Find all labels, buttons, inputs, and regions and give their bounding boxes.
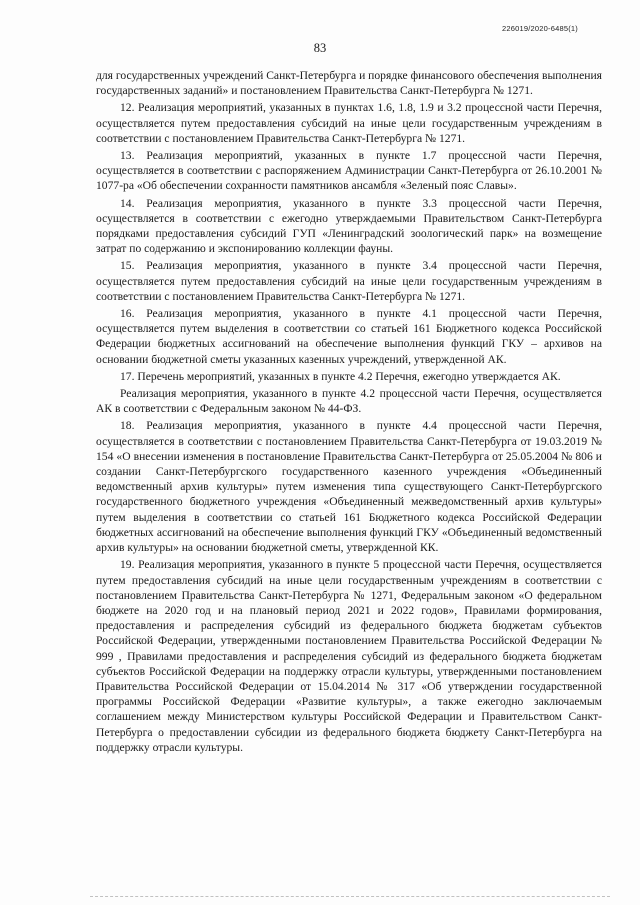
page-number: 83 [313, 41, 327, 55]
paragraph-13: 13. Реализация мероприятий, указанных в пункте 1.7 процессной части Перечня, осуществляется в соответствии с распоряжением Администрации Санкт-Петербурга от 26.10.2001 № 1077-ра «Об обеспечении сохранности памятников ансамбля «Зеленый пояс Славы». [96, 149, 602, 193]
paragraph-continuation: для государственных учреждений Санкт-Петербурга и порядке финансового обеспечения выполнения государственных заданий» и постановлением Правительства Санкт-Петербурга № 1271. [96, 69, 602, 98]
document-id: 226019/2020-6485(1) [502, 24, 578, 33]
paragraph-12: 12. Реализация мероприятий, указанных в пунктах 1.6, 1.8, 1.9 и 3.2 процессной части Перечня, осуществляется путем предоставления субсидий на иные цели государственным учреждениям в соответствии с постановлением Правительства Санкт-Петербурга № 1271. [96, 101, 602, 145]
paragraph-17: 17. Перечень мероприятий, указанных в пункте 4.2 Перечня, ежегодно утверждается АК. [120, 369, 561, 383]
scan-edge-artifact [90, 896, 610, 899]
paragraph-17-implementation: Реализация мероприятия, указанного в пункте 4.2 процессной части Перечня, осуществляется АК в соответствии с Федеральным законом № 44-ФЗ. [96, 387, 602, 416]
paragraph-14: 14. Реализация мероприятия, указанного в пункте 3.3 процессной части Перечня, осуществляется в соответствии с ежегодно утверждаемыми Правительством Санкт-Петербурга порядками предоставления субсидий ГУП «Ленинградский зоологический парк» на возмещение затрат по содержанию и экспонированию коллекции фауны. [96, 196, 602, 256]
paragraph-15: 15. Реализация мероприятия, указанного в пункте 3.4 процессной части Перечня, осуществляется путем предоставления субсидий на иные цели государственным учреждениям в соответствии с постановлением Правительства Санкт-Петербурга № 1271. [96, 259, 602, 303]
paragraph-19: 19. Реализация мероприятия, указанного в пункте 5 процессной части Перечня, осуществляется путем предоставления субсидий на иные цели государственным учреждениям в соответствии с постановлением Правительства Санкт-Петербурга № 1271, Федеральным законом «О федеральном бюджете на 2020 год и на плановый период 2021 и 2022 годов», Правилами формирования, предоставления и распределения субсидий из федерального бюджета бюджетам субъектов Российской Федерации, утвержденными постановлением Правительства Российской Федерации № 999 , Правилами предоставления и распределения субсидий из федерального бюджета бюджетам субъектов Российской Федерации на поддержку отрасли культуры, утвержденными постановлением Правительства Российской Федерации от 15.04.2014 № 317 «Об утверждении государственной программы Российской Федерации «Развитие культуры», а также ежегодно заключаемым соглашением между Министерством культуры Российской Федерации и Правительством Санкт-Петербурга о предоставлении субсидии из федерального бюджета бюджету Санкт-Петербурга на поддержку отрасли культуры. [96, 558, 602, 754]
paragraph-18: 18. Реализация мероприятия, указанного в пункте 4.4 процессной части Перечня, осуществляется в соответствии с постановлением Правительства Санкт-Петербурга от 19.03.2019 № 154 «О внесении изменения в постановление Правительства Санкт-Петербурга от 25.05.2004 № 806 и создании Санкт-Петербургского государственного казенного учреждения «Объединенный ведомственный архив культуры» путем изменения типа существующего Санкт-Петербургского государственного бюджетного учреждения «Объединенный межведомственный архив культуры» путем выделения в соответствии со статьей 161 Бюджетного кодекса Российской Федерации бюджетных ассигнований на обеспечение выполнения функций ГКУ «Объединенный ведомственный архив культуры» на основании бюджетной сметы, утвержденной КК. [96, 419, 602, 555]
document-body [96, 68, 602, 757]
paragraph-16: 16. Реализация мероприятия, указанного в пункте 4.1 процессной части Перечня, осуществляется путем выделения в соответствии со статьей 161 Бюджетного кодекса Российской Федерации бюджетных ассигнований на обеспечение выполнения функций ГКУ – архивов на основании бюджетной сметы указанных казенных учреждений, утвержденной АК. [96, 307, 602, 366]
